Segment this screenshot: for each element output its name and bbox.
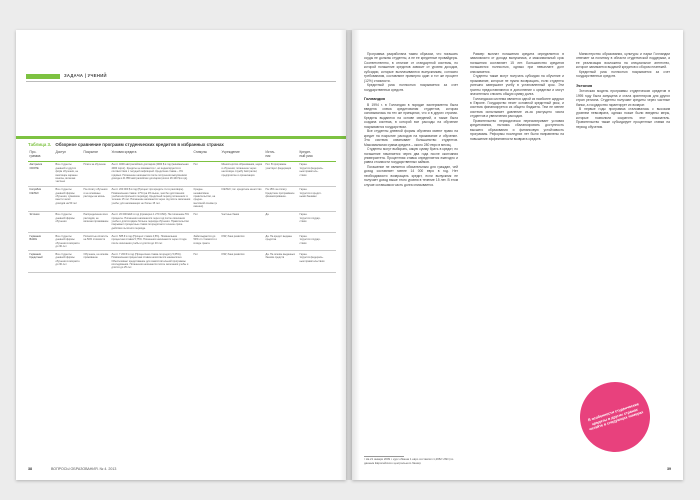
cell-access: Все студенты дневной формы обучения в возрасте до 30 лет bbox=[54, 233, 82, 251]
paragraph: Студенты могут выбирать, какую сумму брать в кредит, но погашение начинается через два года после окончания университета. Процентная ставка определяется ежегодно и равна стоимости государственных займов. bbox=[364, 147, 458, 165]
cell-access: Все студенты дневной формы обучения bbox=[54, 211, 82, 233]
paragraph: Все студенты дневной формы обучения имеют право на кредит на покрытие расходов на проживание и обучение. Эта система охватывает большинство студентов. Максимальная сумма кредита – около 280 евро в месяц. bbox=[364, 129, 458, 147]
promo-sticker bbox=[571, 373, 659, 461]
header-accent-bar bbox=[26, 74, 60, 79]
cell-institution: ICETEX; гос. кредитное агентство bbox=[220, 186, 264, 211]
table-header-cell: Кредит- ный риск bbox=[298, 150, 336, 161]
table-header-cell: Стимулы bbox=[192, 150, 220, 161]
cell-incentives: Средне- независимое правительство, на средне- месячной основе (а именно) bbox=[192, 186, 220, 211]
cell-access: Все студенты дневной формы обучения, сумевшие внести залог доходов на 50 лет bbox=[54, 186, 82, 211]
cell-institution: KfW; банк развития bbox=[220, 233, 264, 251]
cell-risk: Гаран- тируется федераль- ным правительством bbox=[298, 251, 336, 273]
table-row bbox=[28, 186, 336, 211]
page-number: 38 bbox=[28, 467, 32, 471]
cell-coverage: Обучение, на основе проживание bbox=[82, 251, 110, 273]
table-top-rule bbox=[16, 136, 346, 139]
table-row bbox=[28, 161, 336, 186]
paragraph: В первые годы программа сталкивалась с высоким уровнем невозврата, однако позже были введены меры, которые позволили сократить этот показатель. Правительство также субсидирует процентные ставки на период обучения. bbox=[576, 107, 670, 129]
cell-country: Колумбия ICETEX bbox=[28, 186, 54, 211]
left-page bbox=[16, 30, 346, 480]
cell-source: Да. На кредит выданы средства bbox=[264, 233, 298, 251]
cell-access: Все студенты дневной формы обучения в возрасте до 30 лет bbox=[54, 251, 82, 273]
footnote: ¹ На 21 января 2009 г. курс обмена 1 евро составлял 1,2952 USD (по данным Европейского центрального банка). bbox=[364, 457, 454, 465]
table-caption bbox=[28, 142, 338, 148]
header-rule bbox=[26, 81, 336, 82]
cell-source: Нет. В программе участвует федерация bbox=[264, 161, 298, 186]
paragraph: Эстонская модель программы студенческих кредитов в 1995 году была запущена и стала ориентиром для других стран региона. Студенты получают кредиты через частные банки, а государство гарантирует их возврат. bbox=[576, 89, 670, 107]
cell-terms: Льгот. 585 € в год (Процент ставок 4,5%). Номинальная процентная ставка 5,75%. Погашения начинаются через 4 года после окончания учебы и длятся до 20 лет. bbox=[110, 233, 192, 251]
table-row bbox=[28, 233, 336, 251]
sticker-text: В особенности студенческие кредиты в других странах читайте в следующих номерах bbox=[587, 401, 644, 432]
table-header-cell: Условия кредита bbox=[110, 150, 192, 161]
comparison-table bbox=[28, 150, 336, 273]
paragraph: Кредитный риск полностью покрывается за счет государственных средств. bbox=[364, 83, 458, 92]
table-header-cell: Доступ bbox=[54, 150, 82, 161]
cell-institution: KfW; банк развития bbox=[220, 251, 264, 273]
journal-name: ВОПРОСЫ ОБРАЗОВАНИЯ. № 4. 2013 bbox=[51, 467, 117, 471]
text-column-3 bbox=[576, 52, 670, 129]
left-footer bbox=[28, 467, 116, 471]
cell-incentives: Нет bbox=[192, 161, 220, 186]
cell-risk: Гаран- тируется федераль- ным правитель- ством bbox=[298, 161, 336, 186]
paragraph: Правительство периодически пересматривает условия кредитования, пытаясь сбалансировать доступность высшего образования и финансовую устойчивость программы. Реформы последних лет были направлены на повышение эффективности возврата средств. bbox=[470, 118, 564, 141]
paragraph: Кредитный риск полностью покрывается за счет государственных средств. bbox=[576, 69, 670, 79]
section-heading: Эстония bbox=[576, 82, 593, 88]
cell-source: Да bbox=[264, 211, 298, 233]
cell-risk: Гаран- тируется государ- ством bbox=[298, 233, 336, 251]
text-column-2 bbox=[470, 52, 564, 141]
cell-risk: Гаран- тируется и кредит- ными банками bbox=[298, 186, 336, 211]
cell-country: Германия Кредитный bbox=[28, 251, 54, 273]
cell-coverage: Полностью оплатить на 50% стоимости bbox=[82, 233, 110, 251]
table-header-cell: Источ- ник bbox=[264, 150, 298, 161]
paragraph: В 1994 г. в Голландии в порядке эксперимента была введена схема кредитования студентов, которая основывалась на тех же принципах, что и в других странах. Кредиты выдаются на основе сведений, и также была создана система, в которой все расходы на обучение покрываются государством. bbox=[364, 102, 458, 129]
cell-coverage: На оплату обучения и на основные расходы на жизнь bbox=[82, 186, 110, 211]
cell-terms: Льгот. 4000 австралийских долларов (4000 $ в год (минимальная 4000 порог). Кредиты не взимаются с, но индексируются в соответствии с текущей инфляцией. Кредитная ставка – 0% годовых. Погашение начинается после получения выпускником дохода в 41 850 австралийских долларов (около 26 440 $ в год). bbox=[110, 161, 192, 186]
cell-coverage: Распределение всех расходов, не включая проживание bbox=[82, 211, 110, 233]
table-header-cell: Про- грамма bbox=[28, 150, 54, 161]
cell-country: Эстония bbox=[28, 211, 54, 233]
paragraph: Программа разработана таким образом, что погашать ссуды не должны студенты, а не ее кредитные провайдеры. Соответственно, в отличие от стандартной системы, по которой погашение кредитов зависит от уровня доходов, субсидии, которые выплачиваются выпускникам, согласно требованиям, составляют примерно один и тот же процент (12%) стоимости. bbox=[364, 52, 458, 83]
cell-incentives: Нет bbox=[192, 211, 220, 233]
section-heading: Голландия bbox=[364, 96, 385, 102]
table-header-cell: Покрытие bbox=[82, 150, 110, 161]
cell-incentives: Нет bbox=[192, 251, 220, 273]
cell-source: Да. На основе выданных банком средств bbox=[264, 251, 298, 273]
cell-terms: Льгот. 200 000 $ в год (Процент при кредите 4 и в разговоре). Номинальная ставка: 17% (на 2% выше, чем без достижения учебно-контрольного периода). Кредитный период погашения: в течение 15 лет. Погашение начинается через год после окончания учебы; для начинающих не более 15 лет. bbox=[110, 186, 192, 211]
table-row bbox=[28, 251, 336, 273]
paragraph: Голландская система является одной из наиболее щедрых в Европе. Государство несет основной кредитный риск, и система финансируется из общего бюджета. Тем не менее система испытывает давление из-за растущего числа студентов и увеличения расходов. bbox=[470, 96, 564, 119]
cell-coverage: Плата за обучение bbox=[82, 161, 110, 186]
right-page bbox=[352, 30, 683, 480]
cell-terms: Льгот. 7 200 € в год (Процентная ставка по кредиту 5,65%). Номинальная процентная ставка начисляется ежемесячно. Обеспечивает кредитование для самостоятельной программы исследования. Погашения начинаются после окончания учебы и длятся до 25 лет. bbox=[110, 251, 192, 273]
cell-terms: Льгот. 20 000 EEK в год (примерно 1 270 USD). На погашение 5% проценты. Погашения начинаются через год после окончания учебы и длятся вдвое больше периода обучения. Правительство покрывает процентные ставки по кредитам в течение срока действия льготного периода. bbox=[110, 211, 192, 233]
table-header-row bbox=[28, 150, 336, 161]
table-header-cell: Учреждение bbox=[220, 150, 264, 161]
paragraph: Министерство образования, культуры и науки Голландии отвечает за политику в области студенческой поддержки, а ее реализация возложена на специальное агентство, которое занимается выдачей кредитов и сбором платежей. bbox=[576, 52, 670, 70]
cell-country: Германия BAföG bbox=[28, 233, 54, 251]
table-caption-label: Таблица 3. bbox=[28, 142, 52, 147]
page-number: 39 bbox=[667, 467, 671, 471]
running-head: ЗАДАЧА | УЧЕНИЙ bbox=[64, 73, 107, 78]
paragraph: Погашение не является обязательным для граждан, чей доход составляет менее 14 000 евро в год. Нет необходимости возвращать кредит, если выпускник не получает доход выше этого уровня в течение 15 лет. В этом случае оставшаяся часть долга списывается. bbox=[364, 164, 458, 187]
paragraph: Студенты также могут получать субсидии на обучение и проживание, которые не нужно возвращать, если студенты успешно завершают учебу в установленный срок. Эти гранты предоставляются в дополнение к кредитам и могут значительно снизить общую сумму долга. bbox=[470, 74, 564, 97]
text-column-1 bbox=[364, 52, 458, 187]
cell-institution: Министерство образования, науки и обучения; погашение через налоговую службу Австралии; предприятие и организация. bbox=[220, 161, 264, 186]
cell-access: Все студенты дневной и других форм обучения, не вносящие заранее взносы, включая частных bbox=[54, 161, 82, 186]
cell-institution: Частные банки bbox=[220, 211, 264, 233]
paragraph: Размер выплат погашения кредита определяется в зависимости от дохода выпускника, и максимальный срок погашения составляет 15 лет. Большинство кредитов погашаются полностью, однако при невыплате долг списывается. bbox=[470, 52, 564, 74]
table-row bbox=[28, 211, 336, 233]
cell-incentives: Займ выдаётся до 50% от стоимости и в виде гранта bbox=[192, 233, 220, 251]
table-caption-text: Обзорное сравнение программ студенческих кредитов в избранных странах bbox=[55, 142, 224, 147]
cell-source: На 15% за оплату. Кредитное программное финансирование. bbox=[264, 186, 298, 211]
cell-country: Австралия CDOHE bbox=[28, 161, 54, 186]
cell-risk: Гаран- тируется государ- ством bbox=[298, 211, 336, 233]
